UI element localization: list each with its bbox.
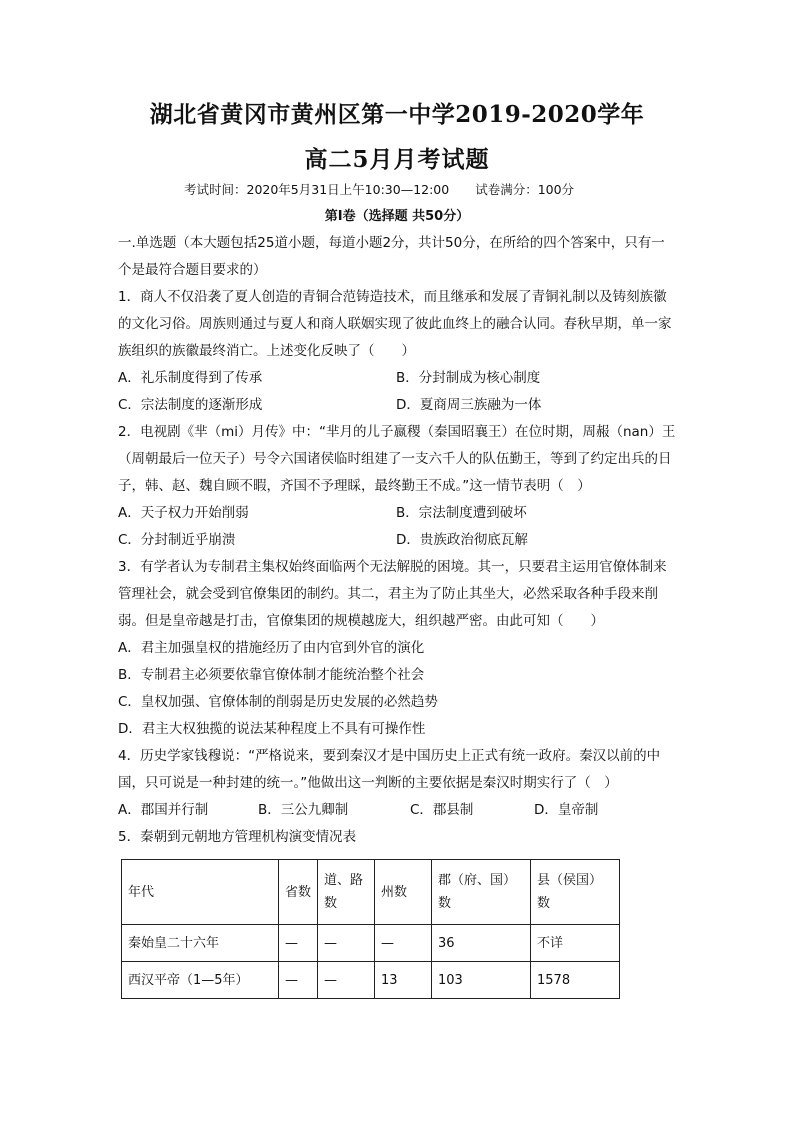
table-row [122, 962, 620, 999]
table-cell: 西汉平帝（1—5年） [122, 962, 279, 999]
q3-option-d: D．君主大权独揽的说法某种程度上不具有可操作性 [118, 721, 426, 737]
table-header-cell: 州数 [375, 860, 432, 925]
questions [118, 230, 678, 851]
question-2-options-row2 [118, 527, 678, 554]
instructions: 一.单选题（本大题包括25道小题，每道小题2分，共计50分，在所给的四个答案中，只有一个是最符合题目要求的） [118, 235, 665, 278]
q1-option-d: D．夏商周三族融为一体 [396, 397, 542, 413]
question-5-stem: 5．秦朝到元朝地方管理机构演变情况表 [118, 829, 357, 845]
table-cell: 103 [432, 962, 531, 999]
table-cell: 36 [432, 925, 531, 962]
table-cell: 秦始皇二十六年 [122, 925, 279, 962]
question-1-stem: 1．商人不仅沿袭了夏人创造的青铜合范铸造技术，而且继承和发展了青铜礼制以及铸刻族徽的文化习俗。周族则通过与夏人和商人联姻实现了彼此血终上的融合认同。春秋早期，单一家族组织的族徽最终消亡。上述变化反映了（ ） [118, 289, 672, 359]
q2-option-c: C．分封制近乎崩溃 [118, 532, 236, 548]
table-cell: — [318, 962, 375, 999]
q4-option-a: A．郡国并行制 [118, 802, 209, 818]
table-cell: 不详 [531, 925, 620, 962]
exam-info [184, 180, 596, 198]
table-header-cell: 省数 [279, 860, 318, 925]
table-cell: — [279, 925, 318, 962]
question-4-stem: 4．历史学家钱穆说：“严格说来，要到秦汉才是中国历史上正式有统一政府。秦汉以前的中国，只可说是一种封建的统一。”他做出这一判断的主要依据是秦汉时期实行了（ ） [118, 748, 661, 791]
exam-time: 考试时间：2020年5月31日上午10:30—12:00 [184, 182, 450, 197]
table-header-cell: 道、路数 [318, 860, 375, 925]
table-header-cell: 年代 [122, 860, 279, 925]
q3-option-b: B．专制君主必须要依靠官僚体制才能统治整个社会 [118, 667, 425, 683]
q3-option-c: C．皇权加强、官僚体制的削弱是历史发展的必然趋势 [118, 694, 438, 710]
q2-option-a: A．天子权力开始削弱 [118, 505, 249, 521]
q2-option-b: B．宗法制度遭到破坏 [396, 505, 527, 521]
q2-option-d: D．贵族政治彻底瓦解 [396, 532, 528, 548]
q4-option-d: D．皇帝制 [534, 802, 599, 818]
exam-subtitle: 高二5月月考试题 [304, 146, 490, 173]
table-cell: — [318, 925, 375, 962]
q1-option-b: B．分封制成为核心制度 [396, 370, 541, 386]
table-cell: 1578 [531, 962, 620, 999]
q4-option-c: C．郡县制 [410, 802, 474, 818]
table-header-cell: 县（侯国）数 [531, 860, 620, 925]
q3-option-a: A．君主加强皇权的措施经历了由内官到外官的演化 [118, 640, 425, 656]
question-1-options-row2 [118, 392, 678, 419]
table-cell: — [279, 962, 318, 999]
q1-option-a: A．礼乐制度得到了传承 [118, 370, 263, 386]
table-row [122, 925, 620, 962]
exam-title: 湖北省黄冈市黄州区第一中学2019-2020学年 [149, 101, 645, 128]
full-score: 试卷满分：100分 [475, 182, 575, 197]
table-header-cell: 郡（府、国）数 [432, 860, 531, 925]
q4-option-b: B．三公九卿制 [258, 802, 349, 818]
question-4-options [118, 797, 678, 824]
question-2-options-row1 [118, 500, 678, 527]
table-cell: 13 [375, 962, 432, 999]
table-cell: — [375, 925, 432, 962]
question-2-stem: 2．电视剧《芈（mi）月传》中：“芈月的儿子嬴稷（秦国昭襄王）在位时期，周赧（nan）王（周朝最后一位天子）号令六国诸侯临时组建了一支六千人的队伍勤王，等到了约定出兵的日子，韩、赵、魏自顾不暇，齐国不予理睬，最终勤王不成。”这一情节表明（ ） [118, 424, 676, 494]
question-1-options-row1 [118, 365, 678, 392]
section-heading: 第Ⅰ卷（选择题 共50分） [324, 209, 470, 224]
table-header-row [122, 860, 620, 925]
question-3-stem: 3．有学者认为专制君主集权始终面临两个无法解脱的困境。其一，只要君主运用官僚体制来管理社会，就会受到官僚集团的制约。其二，君主为了防止其坐大，必然采取各种手段来削弱。但是皇帝越是打击，官僚集团的规模越庞大，组织越严密。由此可知（ ） [118, 559, 667, 629]
admin-table [121, 859, 620, 999]
q1-option-c: C．宗法制度的逐渐形成 [118, 397, 263, 413]
